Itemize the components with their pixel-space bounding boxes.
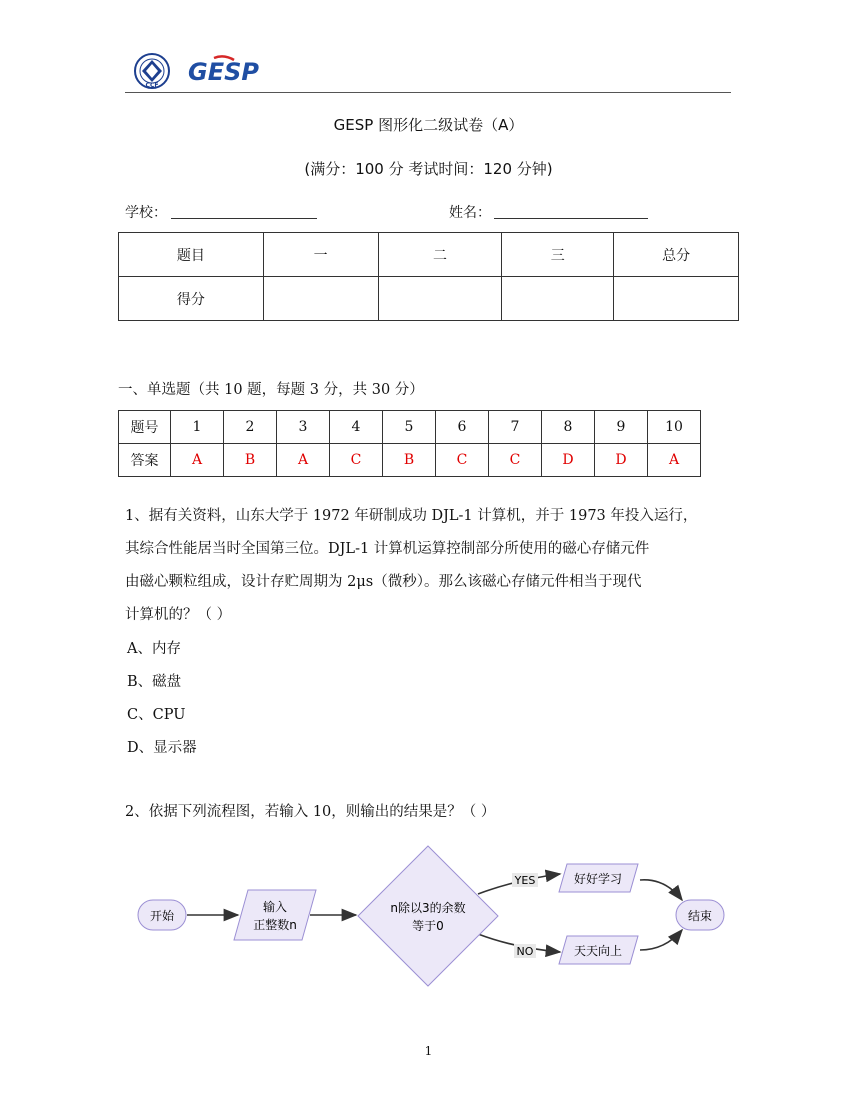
answer-cell: B <box>224 444 277 477</box>
school-field[interactable] <box>171 217 317 219</box>
answer-cell: C <box>489 444 542 477</box>
question-1-line: 计算机的？（ ） <box>125 607 232 623</box>
question-1-option-a: A、内存 <box>127 641 181 657</box>
score-table-header-row <box>119 233 739 277</box>
score-header-cell: 三 <box>502 233 614 277</box>
section-heading: 一、单选题（共 10 题，每题 3 分，共 30 分） <box>118 382 424 398</box>
answer-label: 答案 <box>119 444 171 477</box>
name-label: 姓名： <box>449 205 491 221</box>
answer-cell: C <box>330 444 383 477</box>
question-number-cell: 2 <box>224 411 277 444</box>
score-cell[interactable] <box>502 277 614 321</box>
exam-title: GESP 图形化二级试卷（A） <box>333 116 524 134</box>
score-cell[interactable] <box>378 277 502 321</box>
answer-cell: A <box>171 444 224 477</box>
header-divider <box>125 92 731 93</box>
answer-cell: D <box>595 444 648 477</box>
question-1 <box>125 500 735 632</box>
question-number-cell: 9 <box>595 411 648 444</box>
answer-cell: C <box>436 444 489 477</box>
score-row-label: 得分 <box>119 277 264 321</box>
answer-table <box>118 410 701 477</box>
question-number-label: 题号 <box>119 411 171 444</box>
question-1-line: 由磁心颗粒组成，设计存贮周期为 2μs（微秒）。那么该磁心存储元件相当于现代 <box>125 574 642 590</box>
score-table-score-row <box>119 277 739 321</box>
answer-cell: D <box>542 444 595 477</box>
flow-decision-label-2: 等于0 <box>412 919 444 933</box>
flow-end-label: 结束 <box>687 909 713 923</box>
score-header-cell: 二 <box>378 233 502 277</box>
question-2: 2、依据下列流程图，若输入 10，则输出的结果是？（ ） <box>125 804 496 820</box>
score-header-cell: 题目 <box>119 233 264 277</box>
question-number-cell: 5 <box>383 411 436 444</box>
question-1-line: 其综合性能居当时全国第三位。DJL-1 计算机运算控制部分所使用的磁心存储元件 <box>125 541 650 557</box>
question-1-option-b: B、磁盘 <box>127 674 182 690</box>
flow-decision-label-1: n除以3的余数 <box>390 901 466 915</box>
score-cell[interactable] <box>614 277 739 321</box>
gesp-logo <box>130 52 280 92</box>
answer-cell: A <box>277 444 330 477</box>
question-1-option-c: C、CPU <box>127 707 186 723</box>
score-table <box>118 232 739 321</box>
flow-no-output-label: 天天向上 <box>573 944 623 958</box>
question-number-cell: 4 <box>330 411 383 444</box>
flow-edge <box>640 930 682 950</box>
school-label: 学校： <box>125 205 167 221</box>
flowchart <box>120 836 740 996</box>
question-number-cell: 10 <box>648 411 701 444</box>
flow-yes-output-label: 好好学习 <box>573 872 623 886</box>
answer-table-answer-row <box>119 444 701 477</box>
answer-cell: B <box>383 444 436 477</box>
score-header-cell: 总分 <box>614 233 739 277</box>
question-number-cell: 7 <box>489 411 542 444</box>
question-1-line: 1、据有关资料，山东大学于 1972 年研制成功 DJL-1 计算机，并于 1973 年投入运行， <box>125 508 698 524</box>
question-number-cell: 8 <box>542 411 595 444</box>
svg-text:GESP: GESP <box>188 58 259 86</box>
question-number-cell: 6 <box>436 411 489 444</box>
flow-yes-label: YES <box>514 874 536 887</box>
name-field[interactable] <box>494 217 648 219</box>
flow-input-label-2: 正整数n <box>253 918 297 932</box>
flow-no-label: NO <box>516 945 534 958</box>
page-number: 1 <box>424 1044 433 1058</box>
score-cell[interactable] <box>263 277 378 321</box>
score-header-cell: 一 <box>263 233 378 277</box>
question-number-cell: 3 <box>277 411 330 444</box>
question-1-option-d: D、显示器 <box>127 740 197 756</box>
answer-cell: A <box>648 444 701 477</box>
svg-text:CCF: CCF <box>145 82 159 89</box>
flow-decision-node <box>358 846 498 986</box>
exam-subtitle: (满分：100 分 考试时间：120 分钟) <box>304 160 553 178</box>
flow-edge <box>640 880 682 900</box>
question-number-cell: 1 <box>171 411 224 444</box>
flow-start-label: 开始 <box>149 909 175 923</box>
flow-input-label-1: 输入 <box>262 900 288 914</box>
flow-input-node <box>234 890 316 940</box>
answer-table-number-row <box>119 411 701 444</box>
